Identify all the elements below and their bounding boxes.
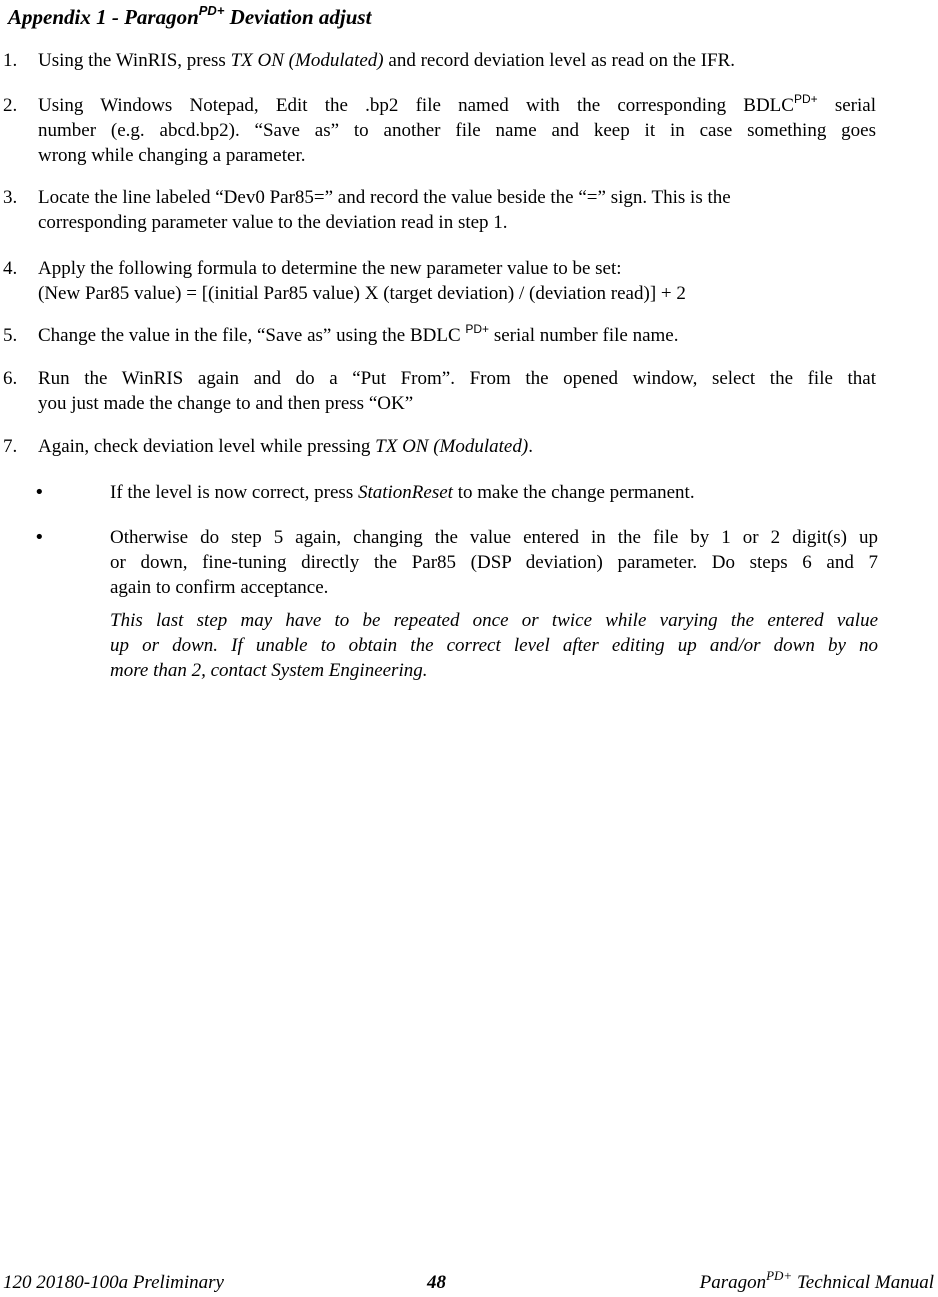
bullet-icon: • [34, 527, 45, 548]
bullet-2-line-2: or down, fine-tuning directly the Par85 (DSP deviation) parameter. Do steps 6 and 7 [110, 552, 878, 573]
bullet-text [110, 480, 878, 505]
step-number: 2. [3, 95, 18, 116]
manual-title-suffix: Technical Manual [792, 1272, 934, 1293]
step-text [38, 185, 876, 235]
step-1-text-rest: and record deviation level as read on the IFR. [383, 50, 736, 71]
page-number: 48 [427, 1272, 446, 1293]
station-reset-label: StationReset [357, 482, 453, 503]
document-id: 120 20180-100a Preliminary [3, 1272, 224, 1293]
manual-title-superscript: PD+ [766, 1268, 793, 1283]
bullet-1-text-rest: to make the change permanent. [452, 482, 695, 503]
step-7-text: Again, check deviation level while pressing [38, 436, 376, 457]
step-5-text-rest: serial number file name. [489, 325, 679, 346]
step-2-line-1: Using Windows Notepad, Edit the .bp2 file named with the corresponding BDLC [38, 95, 794, 116]
step-5-text: Change the value in the file, “Save as” using the BDLC [38, 325, 466, 346]
step-text [38, 48, 876, 73]
title-prefix: Appendix 1 - Paragon [8, 5, 199, 29]
step-6-line-2: you just made the change to and then press “OK” [38, 393, 414, 414]
step-number: 3. [3, 187, 18, 208]
step-text [38, 434, 876, 459]
step-number: 5. [3, 325, 18, 346]
step-number: 1. [3, 50, 18, 71]
note-line-3: more than 2, contact System Engineering. [110, 660, 428, 681]
step-7-text-rest: . [528, 436, 533, 457]
step-2-line-3: wrong while changing a parameter. [38, 145, 306, 166]
step-text [38, 366, 876, 416]
manual-title [699, 1268, 934, 1295]
step-text [38, 323, 876, 348]
step-2-line-1-end: serial [817, 95, 876, 116]
tx-on-modulated-label: TX ON (Modulated) [375, 436, 529, 457]
note-line-1: This last step may have to be repeated once or twice while varying the entered value [110, 610, 878, 631]
step-4-line-1: Apply the following formula to determine the new parameter value to be set: [38, 258, 622, 279]
page-footer [0, 1268, 938, 1297]
bullet-2-line-1: Otherwise do step 5 again, changing the value entered in the file by 1 or 2 digit(s) up [110, 527, 878, 548]
pd-plus-superscript: PD+ [465, 322, 490, 336]
step-number: 4. [3, 258, 18, 279]
note-line-2: up or down. If unable to obtain the correct level after editing up and/or down by no [110, 635, 878, 656]
pd-plus-superscript: PD+ [793, 92, 818, 106]
step-text [38, 256, 876, 306]
bullet-text [110, 525, 878, 600]
italic-note [110, 608, 878, 683]
step-1-text: Using the WinRIS, press [38, 50, 231, 71]
step-3-line-2: corresponding parameter value to the deviation read in step 1. [38, 212, 508, 233]
step-number: 6. [3, 368, 18, 389]
step-3-line-1: Locate the line labeled “Dev0 Par85=” and record the value beside the “=” sign. This is the [38, 187, 731, 208]
title-suffix: Deviation adjust [224, 5, 372, 29]
formula: (New Par85 value) = [(initial Par85 value) X (target deviation) / (deviation read)] + 2 [38, 283, 686, 304]
step-2-line-2: number (e.g. abcd.bp2). “Save as” to another file name and keep it in case something goes [38, 120, 876, 141]
step-text [38, 93, 876, 168]
bullet-1-text: If the level is now correct, press [110, 482, 358, 503]
bullet-icon: • [34, 482, 45, 503]
title-superscript: PD+ [198, 3, 225, 18]
step-number: 7. [3, 436, 18, 457]
tx-on-modulated-label: TX ON (Modulated) [230, 50, 384, 71]
manual-title-prefix: Paragon [699, 1272, 767, 1293]
step-6-line-1: Run the WinRIS again and do a “Put From”. From the opened window, select the file that [38, 368, 876, 389]
page-title [8, 3, 371, 31]
bullet-2-line-3: again to confirm acceptance. [110, 577, 329, 598]
